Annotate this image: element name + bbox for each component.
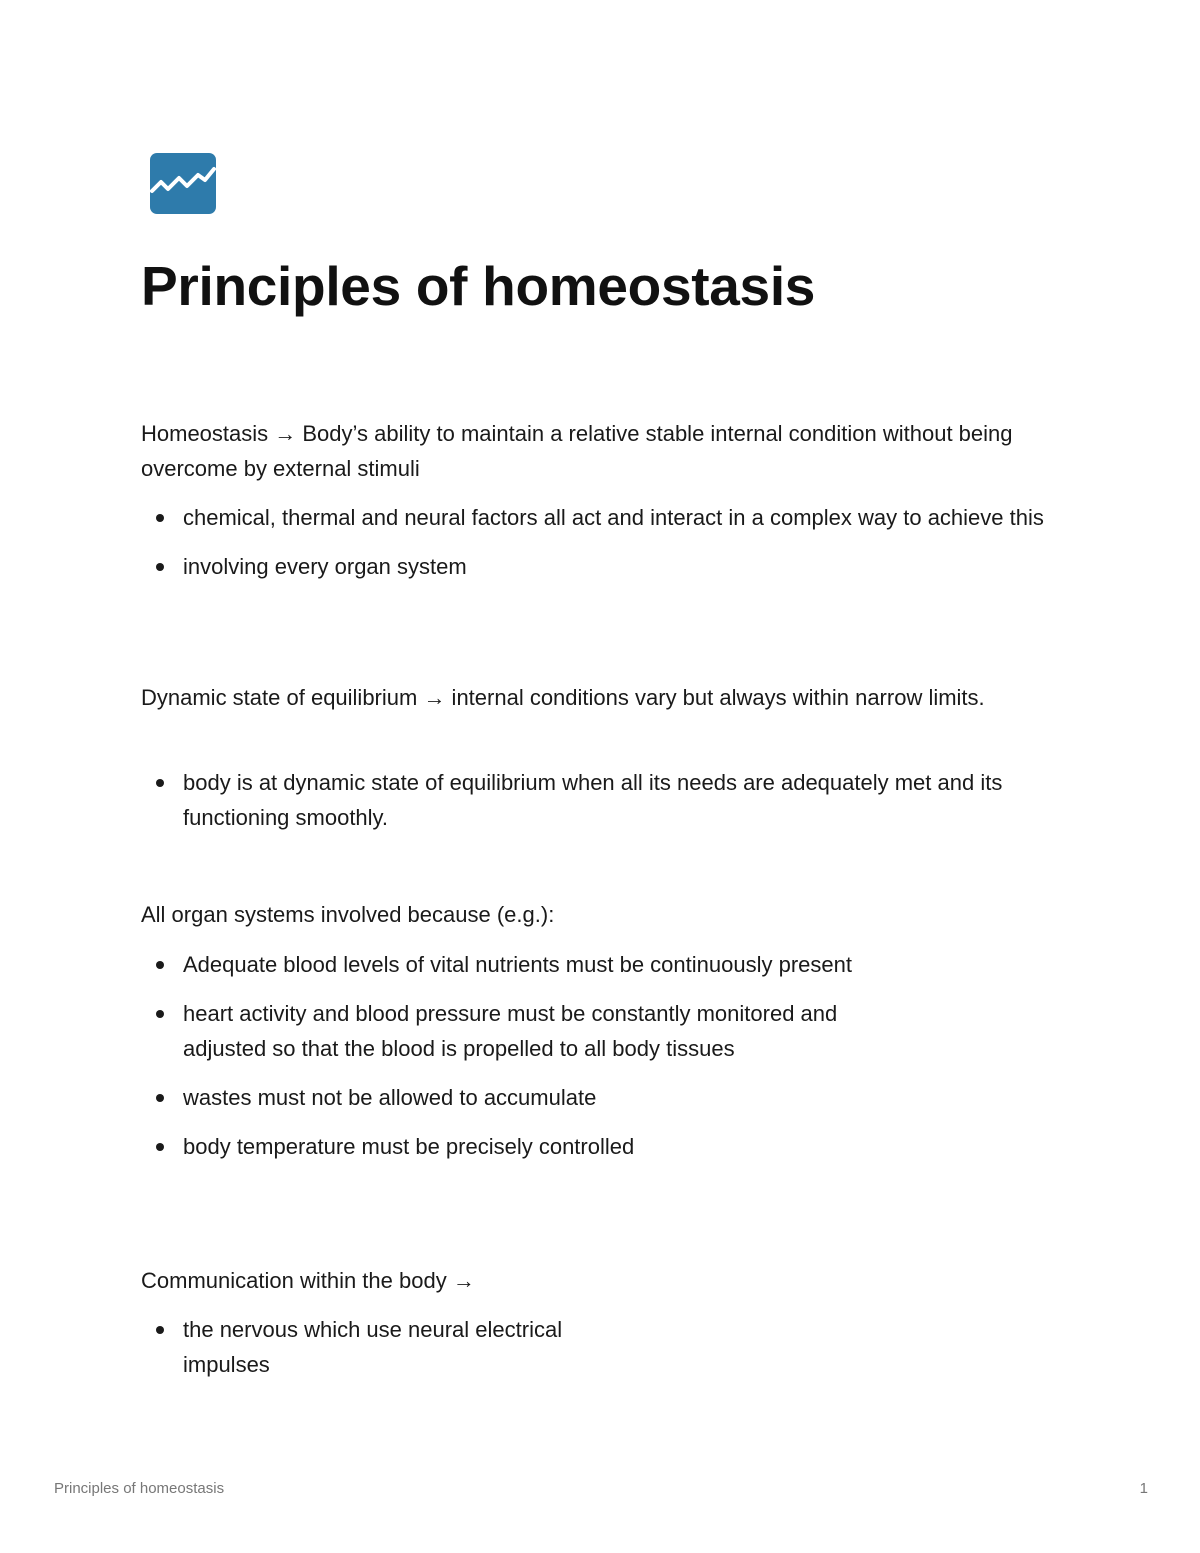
list-item: the nervous which use neural electrical impulses	[141, 1312, 641, 1382]
section-organ-systems-list	[141, 947, 881, 1178]
section-equilibrium-text: Dynamic state of equilibrium → internal conditions vary but always within narrow limits.	[141, 685, 985, 710]
section-equilibrium-list	[141, 765, 1051, 849]
list-item: heart activity and blood pressure must be constantly monitored and adjusted so that the blood is propelled to all body tissues	[141, 996, 881, 1066]
list-item: Adequate blood levels of vital nutrients must be continuously present	[141, 947, 881, 982]
section-communication-list	[141, 1312, 641, 1396]
section-organ-systems-text: All organ systems involved because (e.g.):	[141, 902, 555, 927]
footer-title: Principles of homeostasis	[54, 1480, 225, 1497]
page-title: Principles of homeostasis	[141, 255, 816, 317]
list-item: involving every organ system	[141, 549, 1051, 584]
list-item: chemical, thermal and neural factors all act and interact in a complex way to achieve this	[141, 500, 1051, 535]
chart-trend-icon	[150, 153, 216, 214]
section-homeostasis-list	[141, 500, 1051, 598]
list-item: body temperature must be precisely controlled	[141, 1129, 881, 1164]
page-number: 1	[1139, 1480, 1148, 1497]
list-item: body is at dynamic state of equilibrium when all its needs are adequately met and its functioning smoothly.	[141, 765, 1051, 835]
section-communication-text: Communication within the body →	[141, 1268, 475, 1293]
section-homeostasis-text: Homeostasis → Body’s ability to maintain a relative stable internal condition without being overcome by external stimuli	[141, 421, 1013, 481]
list-item: wastes must not be allowed to accumulate	[141, 1080, 881, 1115]
